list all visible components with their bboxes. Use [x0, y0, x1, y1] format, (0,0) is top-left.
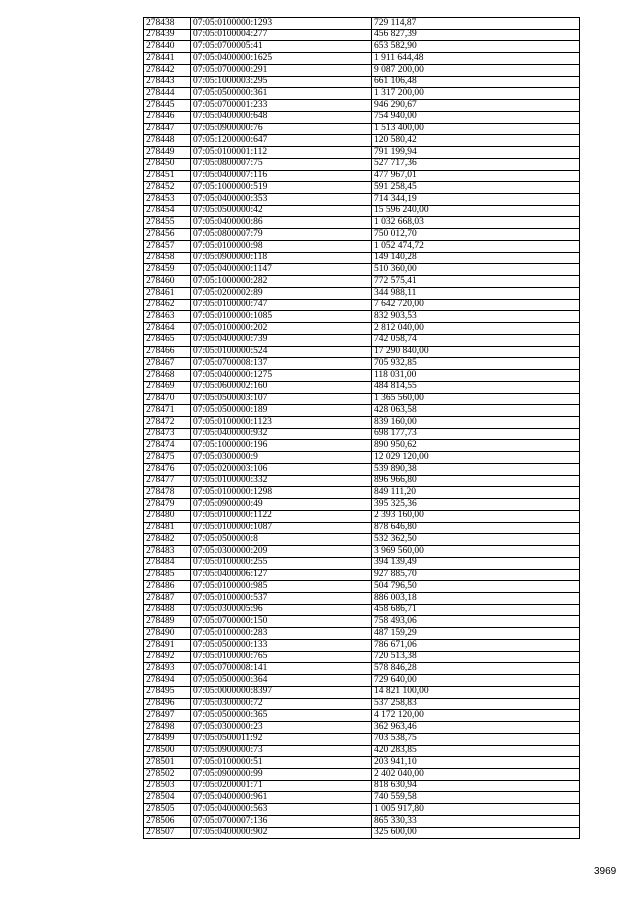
cadastral-value-cell: 786 671,06	[372, 639, 580, 651]
cadastral-value-cell: 714 344,19	[372, 194, 580, 206]
cadastral-number-cell: 07:05:0500003:107	[191, 393, 372, 405]
cadastral-value-cell: 362 963,46	[372, 722, 580, 734]
cadastral-value-cell: 865 330,33	[372, 815, 580, 827]
table-row	[144, 88, 580, 100]
row-number-cell: 278467	[144, 358, 191, 370]
cadastral-value-cell: 705 932,85	[372, 358, 580, 370]
table-row	[144, 370, 580, 382]
cadastral-value-cell: 1 317 200,00	[372, 88, 580, 100]
cadastral-number-cell: 07:05:0400000:739	[191, 334, 372, 346]
row-number-cell: 278463	[144, 311, 191, 323]
row-number-cell: 278499	[144, 733, 191, 745]
cadastral-number-cell: 07:05:0500000:42	[191, 205, 372, 217]
cadastral-number-cell: 07:05:0900000:76	[191, 123, 372, 135]
cadastral-number-cell: 07:05:0800007:75	[191, 158, 372, 170]
table-row	[144, 111, 580, 123]
cadastral-number-cell: 07:05:0100004:277	[191, 29, 372, 41]
cadastral-value-cell: 118 031,00	[372, 370, 580, 382]
cadastral-number-cell: 07:05:0400000:961	[191, 792, 372, 804]
row-number-cell: 278486	[144, 581, 191, 593]
row-number-cell: 278490	[144, 628, 191, 640]
row-number-cell: 278474	[144, 440, 191, 452]
table-row	[144, 745, 580, 757]
cadastral-number-cell: 07:05:0400000:563	[191, 804, 372, 816]
table-row	[144, 792, 580, 804]
cadastral-number-cell: 07:05:0800007:79	[191, 229, 372, 241]
row-number-cell: 278452	[144, 182, 191, 194]
row-number-cell: 278443	[144, 76, 191, 88]
table-row	[144, 452, 580, 464]
row-number-cell: 278483	[144, 546, 191, 558]
table-row	[144, 475, 580, 487]
table-row	[144, 170, 580, 182]
cadastral-number-cell: 07:05:0200001:71	[191, 780, 372, 792]
row-number-cell: 278459	[144, 264, 191, 276]
cadastral-number-cell: 07:05:0200002:89	[191, 287, 372, 299]
cadastral-value-cell: 420 283,85	[372, 745, 580, 757]
cadastral-number-cell: 07:05:0900000:118	[191, 252, 372, 264]
cadastral-number-cell: 07:05:0400000:86	[191, 217, 372, 229]
cadastral-number-cell: 07:05:0400006:127	[191, 569, 372, 581]
table-row	[144, 440, 580, 452]
cadastral-value-cell: 927 885,70	[372, 569, 580, 581]
cadastral-value-cell: 703 538,75	[372, 733, 580, 745]
cadastral-value-cell: 1 365 560,00	[372, 393, 580, 405]
cadastral-value-cell: 661 106,48	[372, 76, 580, 88]
cadastral-value-cell: 839 160,00	[372, 416, 580, 428]
table-row	[144, 522, 580, 534]
row-number-cell: 278494	[144, 675, 191, 687]
table-row	[144, 463, 580, 475]
row-number-cell: 278448	[144, 135, 191, 147]
cadastral-value-cell: 203 941,10	[372, 757, 580, 769]
table-row	[144, 29, 580, 41]
table-row	[144, 557, 580, 569]
cadastral-value-cell: 791 199,94	[372, 147, 580, 159]
cadastral-number-cell: 07:05:0700007:136	[191, 815, 372, 827]
page-number: 3969	[594, 866, 617, 877]
cadastral-value-cell: 487 159,29	[372, 628, 580, 640]
cadastral-number-cell: 07:05:0700008:137	[191, 358, 372, 370]
cadastral-value-cell: 504 796,50	[372, 581, 580, 593]
row-number-cell: 278502	[144, 769, 191, 781]
table-row	[144, 616, 580, 628]
table-row	[144, 323, 580, 335]
cadastral-value-cell: 729 114,87	[372, 18, 580, 30]
table-body	[144, 18, 580, 839]
table-row	[144, 18, 580, 30]
row-number-cell: 278491	[144, 639, 191, 651]
table-row	[144, 346, 580, 358]
cadastral-number-cell: 07:05:1000003:295	[191, 76, 372, 88]
table-row	[144, 686, 580, 698]
row-number-cell: 278504	[144, 792, 191, 804]
cadastral-value-cell: 3 969 560,00	[372, 546, 580, 558]
cadastral-number-cell: 07:05:0400000:353	[191, 194, 372, 206]
row-number-cell: 278465	[144, 334, 191, 346]
cadastral-value-cell: 15 596 240,00	[372, 205, 580, 217]
cadastral-number-cell: 07:05:0100000:283	[191, 628, 372, 640]
cadastral-value-cell: 395 325,36	[372, 499, 580, 511]
table-row	[144, 416, 580, 428]
cadastral-value-cell: 532 362,50	[372, 534, 580, 546]
cadastral-number-cell: 07:05:0100000:255	[191, 557, 372, 569]
cadastral-value-cell: 1 052 474,72	[372, 240, 580, 252]
row-number-cell: 278447	[144, 123, 191, 135]
cadastral-value-cell: 2 402 040,00	[372, 769, 580, 781]
cadastral-value-cell: 754 940,00	[372, 111, 580, 123]
cadastral-number-cell: 07:05:0100000:202	[191, 323, 372, 335]
row-number-cell: 278471	[144, 405, 191, 417]
row-number-cell: 278473	[144, 428, 191, 440]
cadastral-value-cell: 14 821 100,00	[372, 686, 580, 698]
table-row	[144, 499, 580, 511]
cadastral-value-cell: 578 846,28	[372, 663, 580, 675]
cadastral-number-cell: 07:05:0100000:51	[191, 757, 372, 769]
row-number-cell: 278466	[144, 346, 191, 358]
table-row	[144, 182, 580, 194]
cadastral-number-cell: 07:05:0100000:747	[191, 299, 372, 311]
row-number-cell: 278458	[144, 252, 191, 264]
row-number-cell: 278506	[144, 815, 191, 827]
cadastral-number-cell: 07:05:0500000:361	[191, 88, 372, 100]
row-number-cell: 278456	[144, 229, 191, 241]
row-number-cell: 278507	[144, 827, 191, 839]
row-number-cell: 278503	[144, 780, 191, 792]
cadastral-number-cell: 07:05:0700000:150	[191, 616, 372, 628]
cadastral-value-cell: 120 580,42	[372, 135, 580, 147]
row-number-cell: 278449	[144, 147, 191, 159]
row-number-cell: 278487	[144, 592, 191, 604]
cadastral-value-cell: 325 600,00	[372, 827, 580, 839]
cadastral-number-cell: 07:05:0100000:765	[191, 651, 372, 663]
cadastral-value-cell: 428 063,58	[372, 405, 580, 417]
row-number-cell: 278461	[144, 287, 191, 299]
row-number-cell: 278492	[144, 651, 191, 663]
table-row	[144, 534, 580, 546]
cadastral-value-cell: 946 290,67	[372, 100, 580, 112]
cadastral-number-cell: 07:05:0300000:9	[191, 452, 372, 464]
table-row	[144, 135, 580, 147]
cadastral-value-cell: 720 513,38	[372, 651, 580, 663]
table-row	[144, 757, 580, 769]
cadastral-value-cell: 740 559,58	[372, 792, 580, 804]
cadastral-number-cell: 07:05:0700001:233	[191, 100, 372, 112]
table-row	[144, 710, 580, 722]
cadastral-number-cell: 07:05:0500000:8	[191, 534, 372, 546]
row-number-cell: 278480	[144, 510, 191, 522]
table-row	[144, 639, 580, 651]
table-row	[144, 229, 580, 241]
cadastral-value-cell: 17 290 840,00	[372, 346, 580, 358]
cadastral-value-cell: 7 642 720,00	[372, 299, 580, 311]
table-row	[144, 205, 580, 217]
cadastral-number-cell: 07:05:0300000:23	[191, 722, 372, 734]
row-number-cell: 278440	[144, 41, 191, 53]
cadastral-value-cell: 653 582,90	[372, 41, 580, 53]
row-number-cell: 278439	[144, 29, 191, 41]
row-number-cell: 278500	[144, 745, 191, 757]
table-row	[144, 358, 580, 370]
row-number-cell: 278497	[144, 710, 191, 722]
table-row	[144, 311, 580, 323]
cadastral-number-cell: 07:05:0100000:332	[191, 475, 372, 487]
cadastral-number-cell: 07:05:0200003:106	[191, 463, 372, 475]
cadastral-value-cell: 9 087 200,00	[372, 64, 580, 76]
row-number-cell: 278477	[144, 475, 191, 487]
table-row	[144, 217, 580, 229]
table-row	[144, 581, 580, 593]
cadastral-number-cell: 07:05:0400000:648	[191, 111, 372, 123]
row-number-cell: 278441	[144, 53, 191, 65]
table-row	[144, 264, 580, 276]
row-number-cell: 278468	[144, 370, 191, 382]
table-row	[144, 276, 580, 288]
cadastral-number-cell: 07:05:0400000:1275	[191, 370, 372, 382]
table-row	[144, 41, 580, 53]
table-row	[144, 64, 580, 76]
cadastral-number-cell: 07:05:0100000:98	[191, 240, 372, 252]
table-row	[144, 733, 580, 745]
cadastral-number-cell: 07:05:0700000:291	[191, 64, 372, 76]
row-number-cell: 278462	[144, 299, 191, 311]
cadastral-number-cell: 07:05:0700008:141	[191, 663, 372, 675]
table-row	[144, 123, 580, 135]
cadastral-number-cell: 07:05:0500000:133	[191, 639, 372, 651]
cadastral-number-cell: 07:05:0400007:116	[191, 170, 372, 182]
cadastral-number-cell: 07:05:0100000:1122	[191, 510, 372, 522]
cadastral-number-cell: 07:05:0900000:73	[191, 745, 372, 757]
cadastral-number-cell: 07:05:0100000:1298	[191, 487, 372, 499]
row-number-cell: 278455	[144, 217, 191, 229]
table-row	[144, 780, 580, 792]
cadastral-value-cell: 818 630,94	[372, 780, 580, 792]
cadastral-value-cell: 456 827,39	[372, 29, 580, 41]
row-number-cell: 278445	[144, 100, 191, 112]
row-number-cell: 278482	[144, 534, 191, 546]
row-number-cell: 278453	[144, 194, 191, 206]
table-row	[144, 158, 580, 170]
cadastral-value-cell: 1 911 644,48	[372, 53, 580, 65]
cadastral-value-cell: 772 575,41	[372, 276, 580, 288]
table-row	[144, 663, 580, 675]
cadastral-number-cell: 07:05:1200000:647	[191, 135, 372, 147]
table-row	[144, 428, 580, 440]
cadastral-value-cell: 1 005 917,80	[372, 804, 580, 816]
cadastral-number-cell: 07:05:0300000:72	[191, 698, 372, 710]
cadastral-value-table	[143, 17, 580, 839]
table-row	[144, 510, 580, 522]
row-number-cell: 278464	[144, 323, 191, 335]
cadastral-value-cell: 698 177,73	[372, 428, 580, 440]
cadastral-value-cell: 849 111,20	[372, 487, 580, 499]
row-number-cell: 278481	[144, 522, 191, 534]
row-number-cell: 278495	[144, 686, 191, 698]
cadastral-value-cell: 1 032 668,03	[372, 217, 580, 229]
cadastral-number-cell: 07:05:0300005:96	[191, 604, 372, 616]
cadastral-value-cell: 890 950,62	[372, 440, 580, 452]
cadastral-value-cell: 886 003,18	[372, 592, 580, 604]
cadastral-number-cell: 07:05:0300000:209	[191, 546, 372, 558]
table-row	[144, 147, 580, 159]
row-number-cell: 278493	[144, 663, 191, 675]
cadastral-value-cell: 896 966,80	[372, 475, 580, 487]
row-number-cell: 278451	[144, 170, 191, 182]
row-number-cell: 278457	[144, 240, 191, 252]
cadastral-number-cell: 07:05:1000000:519	[191, 182, 372, 194]
table-row	[144, 334, 580, 346]
cadastral-value-cell: 537 258,83	[372, 698, 580, 710]
table-row	[144, 53, 580, 65]
cadastral-number-cell: 07:05:0100000:537	[191, 592, 372, 604]
table-row	[144, 628, 580, 640]
row-number-cell: 278444	[144, 88, 191, 100]
cadastral-number-cell: 07:05:0100000:1123	[191, 416, 372, 428]
row-number-cell: 278442	[144, 64, 191, 76]
cadastral-number-cell: 07:05:0600002:160	[191, 381, 372, 393]
table-row	[144, 675, 580, 687]
cadastral-number-cell: 07:05:0400000:902	[191, 827, 372, 839]
table-row	[144, 569, 580, 581]
cadastral-value-cell: 729 640,00	[372, 675, 580, 687]
row-number-cell: 278496	[144, 698, 191, 710]
cadastral-value-cell: 344 988,11	[372, 287, 580, 299]
cadastral-number-cell: 07:05:0400000:1147	[191, 264, 372, 276]
table-row	[144, 252, 580, 264]
table-row	[144, 287, 580, 299]
cadastral-value-cell: 149 140,28	[372, 252, 580, 264]
table-row	[144, 299, 580, 311]
row-number-cell: 278438	[144, 18, 191, 30]
cadastral-number-cell: 07:05:0400000:1625	[191, 53, 372, 65]
cadastral-number-cell: 07:05:0400000:932	[191, 428, 372, 440]
cadastral-number-cell: 07:05:0100000:1087	[191, 522, 372, 534]
row-number-cell: 278446	[144, 111, 191, 123]
row-number-cell: 278485	[144, 569, 191, 581]
row-number-cell: 278489	[144, 616, 191, 628]
cadastral-number-cell: 07:05:0900000:49	[191, 499, 372, 511]
cadastral-value-cell: 742 058,74	[372, 334, 580, 346]
cadastral-number-cell: 07:05:0100000:1293	[191, 18, 372, 30]
cadastral-value-cell: 4 172 120,00	[372, 710, 580, 722]
cadastral-value-cell: 878 646,80	[372, 522, 580, 534]
row-number-cell: 278501	[144, 757, 191, 769]
table-row	[144, 722, 580, 734]
table-row	[144, 100, 580, 112]
cadastral-number-cell: 07:05:0900000:99	[191, 769, 372, 781]
table-row	[144, 815, 580, 827]
cadastral-number-cell: 07:05:0700005:41	[191, 41, 372, 53]
table-row	[144, 546, 580, 558]
table-row	[144, 698, 580, 710]
table-row	[144, 487, 580, 499]
cadastral-value-cell: 750 012,70	[372, 229, 580, 241]
table-row	[144, 240, 580, 252]
cadastral-value-cell: 1 513 400,00	[372, 123, 580, 135]
cadastral-value-cell: 758 493,06	[372, 616, 580, 628]
cadastral-number-cell: 07:05:0100000:985	[191, 581, 372, 593]
cadastral-value-cell: 394 139,49	[372, 557, 580, 569]
table-row	[144, 804, 580, 816]
cadastral-number-cell: 07:05:0500000:189	[191, 405, 372, 417]
cadastral-value-cell: 527 717,36	[372, 158, 580, 170]
row-number-cell: 278476	[144, 463, 191, 475]
cadastral-value-cell: 12 029 120,00	[372, 452, 580, 464]
table-row	[144, 769, 580, 781]
table-row	[144, 405, 580, 417]
cadastral-value-cell: 591 258,45	[372, 182, 580, 194]
table-row	[144, 604, 580, 616]
row-number-cell: 278475	[144, 452, 191, 464]
row-number-cell: 278450	[144, 158, 191, 170]
cadastral-value-cell: 484 814,55	[372, 381, 580, 393]
cadastral-number-cell: 07:05:0500000:364	[191, 675, 372, 687]
row-number-cell: 278478	[144, 487, 191, 499]
table-row	[144, 393, 580, 405]
cadastral-number-cell: 07:05:0100001:112	[191, 147, 372, 159]
cadastral-value-cell: 2 393 160,00	[372, 510, 580, 522]
table-row	[144, 381, 580, 393]
row-number-cell: 278454	[144, 205, 191, 217]
row-number-cell: 278484	[144, 557, 191, 569]
cadastral-value-cell: 458 686,71	[372, 604, 580, 616]
cadastral-number-cell: 07:05:0100000:524	[191, 346, 372, 358]
row-number-cell: 278488	[144, 604, 191, 616]
table-row	[144, 194, 580, 206]
row-number-cell: 278469	[144, 381, 191, 393]
table-row	[144, 592, 580, 604]
table-row	[144, 76, 580, 88]
cadastral-number-cell: 07:05:0100000:1085	[191, 311, 372, 323]
cadastral-number-cell: 07:05:0500011:92	[191, 733, 372, 745]
row-number-cell: 278505	[144, 804, 191, 816]
cadastral-value-cell: 832 903,53	[372, 311, 580, 323]
cadastral-number-cell: 07:05:0500000:365	[191, 710, 372, 722]
cadastral-value-cell: 477 967,01	[372, 170, 580, 182]
row-number-cell: 278472	[144, 416, 191, 428]
table-row	[144, 827, 580, 839]
row-number-cell: 278479	[144, 499, 191, 511]
row-number-cell: 278470	[144, 393, 191, 405]
cadastral-number-cell: 07:05:1000000:282	[191, 276, 372, 288]
cadastral-value-cell: 539 890,38	[372, 463, 580, 475]
cadastral-value-cell: 510 360,00	[372, 264, 580, 276]
table-row	[144, 651, 580, 663]
row-number-cell: 278460	[144, 276, 191, 288]
cadastral-value-cell: 2 812 040,00	[372, 323, 580, 335]
cadastral-number-cell: 07:05:1000000:196	[191, 440, 372, 452]
cadastral-number-cell: 07:05:0000000:8397	[191, 686, 372, 698]
row-number-cell: 278498	[144, 722, 191, 734]
